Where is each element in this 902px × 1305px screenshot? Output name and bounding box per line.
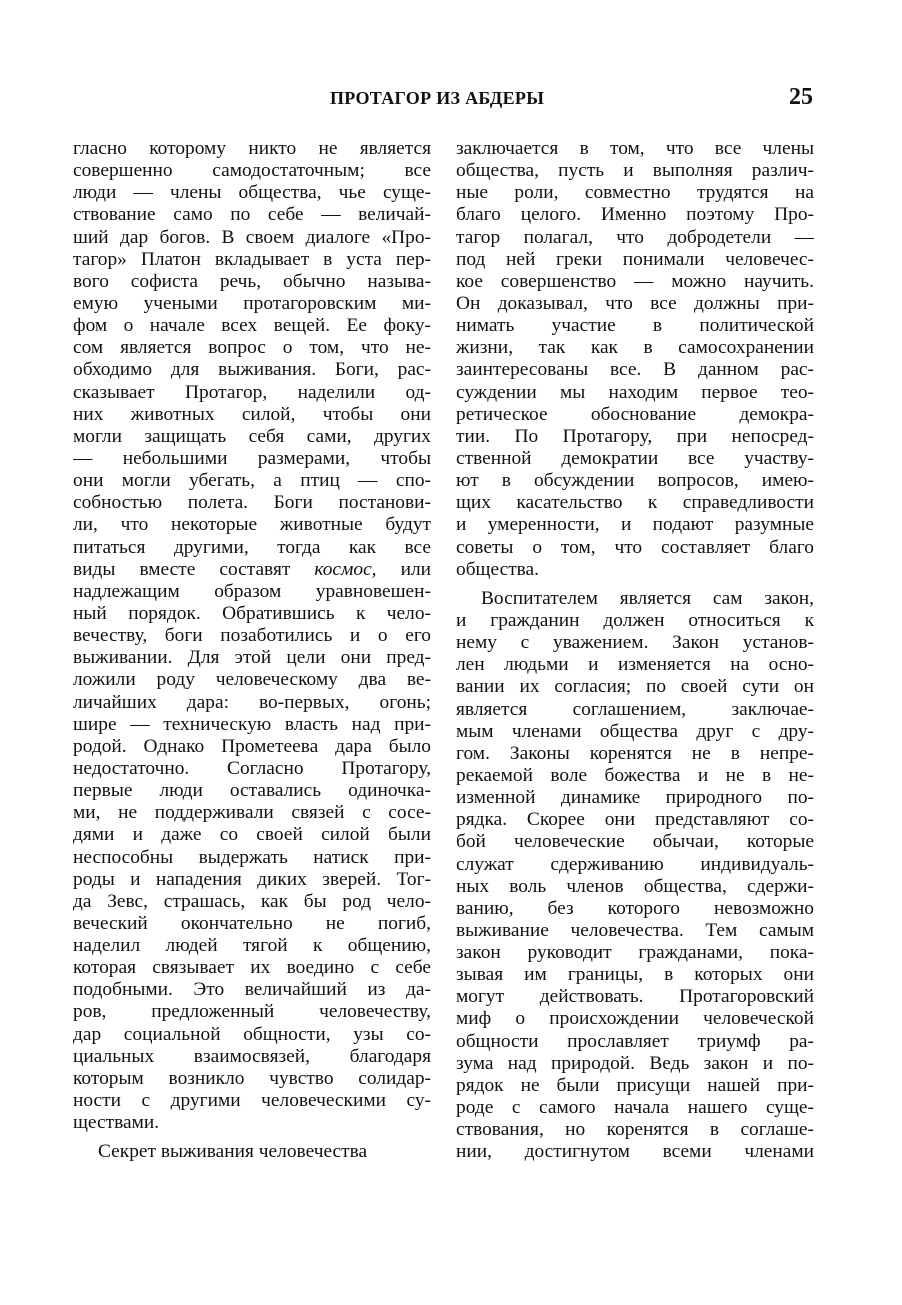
text-line: ретическое обоснование демокра-	[456, 403, 814, 425]
text-line: питаться другими, тогда как все	[73, 536, 431, 558]
text-line: кое совершенство — можно научить.	[456, 270, 814, 292]
text-line: вании их согласия; по своей сути он	[456, 676, 814, 698]
text-line: сказывает Протагор, наделили од-	[73, 381, 431, 403]
text-line: закон руководит гражданами, пока-	[456, 942, 814, 964]
paragraph-gap	[73, 1134, 431, 1141]
text-segment: виды вместе составят	[73, 558, 315, 580]
text-line: первые люди оставались одиночка-	[73, 780, 431, 802]
text-line: подобными. Это величайший из да-	[73, 979, 431, 1001]
text-line: рекаемой воле божества и не в не-	[456, 764, 814, 786]
text-line: совершенно самодостаточным; все	[73, 160, 431, 182]
text-line: нему с уважением. Закон установ-	[456, 632, 814, 654]
text-segment: или	[376, 558, 431, 580]
text-line: роды и нападения диких зверей. Тог-	[73, 868, 431, 890]
text-line: ший дар богов. В своем диалоге «Про-	[73, 226, 431, 248]
text-line: зума над природой. Ведь закон и по-	[456, 1052, 814, 1074]
page-number: 25	[789, 84, 813, 110]
text-line: ствование само по себе — величай-	[73, 204, 431, 226]
text-line: ванию, без которого невозможно	[456, 897, 814, 919]
text-line: Секрет выживания человечества	[98, 1141, 368, 1163]
text-line: люди — члены общества, чье суще-	[73, 182, 431, 204]
text-line: они могли убегать, а птиц — спо-	[73, 470, 431, 492]
text-line: наделил людей тягой к общению,	[73, 935, 431, 957]
text-line: заинтересованы все. В данном рас-	[456, 359, 814, 381]
text-line	[73, 559, 431, 581]
text-line: тагор» Платон вкладывает в уста пер-	[73, 248, 431, 270]
text-line: ствования, но коренятся в соглаше-	[456, 1119, 814, 1141]
text-line: дар социальной общности, узы со-	[73, 1023, 431, 1045]
text-line: да Зевс, страшась, как бы род чело-	[73, 890, 431, 912]
text-line: фом о начале всех вещей. Ее фоку-	[73, 315, 431, 337]
text-line: бой человеческие обычаи, которые	[456, 831, 814, 853]
text-line: миф о происхождении человеческой	[456, 1008, 814, 1030]
text-line: них животных силой, чтобы они	[73, 403, 431, 425]
text-line: ли, что некоторые животные будут	[73, 514, 431, 536]
text-line: надлежащим образом уравновешен-	[73, 580, 431, 602]
text-line: рядка. Скорее они представляют со-	[456, 809, 814, 831]
text-line: нимать участие в политической	[456, 315, 814, 337]
text-line: нии, достигнутом всеми членами	[456, 1141, 814, 1163]
text-line: могут действовать. Протагоровский	[456, 986, 814, 1008]
text-line: ют в обсуждении вопросов, имею-	[456, 470, 814, 492]
text-line: жизни, так как в самосохранении	[456, 337, 814, 359]
text-line: ный порядок. Обратившись к чело-	[73, 602, 431, 624]
text-line: и гражданин должен относиться к	[456, 609, 814, 631]
text-line: Он доказывал, что все должны при-	[456, 292, 814, 314]
text-line: и умеренности, и подают разумные	[456, 514, 814, 536]
text-line: ществами.	[73, 1112, 160, 1134]
text-line: которая связывает их воедино с себе	[73, 957, 431, 979]
text-line: неспособны выдержать натиск при-	[73, 846, 431, 868]
text-line: гом. Законы коренятся не в непре-	[456, 742, 814, 764]
text-line: обходимо для выживания. Боги, рас-	[73, 359, 431, 381]
left-column	[73, 138, 431, 1163]
text-line: общности прославляет триумф ра-	[456, 1030, 814, 1052]
text-line: вечеству, боги позаботились и о его	[73, 625, 431, 647]
text-line: ложили роду человеческому два ве-	[73, 669, 431, 691]
text-line: Воспитателем является сам закон,	[481, 587, 814, 609]
text-line: рядок не были присущи нашей при-	[456, 1074, 814, 1096]
text-line: зывая им границы, в которых они	[456, 964, 814, 986]
text-line: — небольшими размерами, чтобы	[73, 447, 431, 469]
text-line: веческий окончательно не погиб,	[73, 912, 431, 934]
text-line: вого софиста речь, обычно называ-	[73, 270, 431, 292]
text-line: под ней греки понимали человечес-	[456, 248, 814, 270]
text-line: выживании. Для этой цели они пред-	[73, 647, 431, 669]
text-line: недостаточно. Согласно Протагору,	[73, 757, 431, 779]
text-line: ров, предложенный человечеству,	[73, 1001, 431, 1023]
text-line: благо целого. Именно поэтому Про-	[456, 204, 814, 226]
text-line: личайших дара: во-первых, огонь;	[73, 691, 431, 713]
text-line: щих касательство к справедливости	[456, 492, 814, 514]
text-line: выживание человечества. Тем самым	[456, 919, 814, 941]
text-line: собностью полета. Боги постанови-	[73, 492, 431, 514]
running-head: ПРОТАГОР ИЗ АБДЕРЫ	[330, 88, 545, 108]
text-line: ные роли, совместно трудятся на	[456, 182, 814, 204]
text-line: шире — техническую власть над при-	[73, 713, 431, 735]
text-line: советы о том, что составляет благо	[456, 536, 814, 558]
italic-term: космос,	[314, 558, 377, 580]
text-line: циальных взаимосвязей, благодаря	[73, 1045, 431, 1067]
text-line: общества.	[456, 558, 540, 580]
text-line: заключается в том, что все члены	[456, 138, 814, 159]
text-line: тагор полагал, что добродетели —	[456, 226, 814, 248]
text-line: ственной демократии все участву-	[456, 447, 814, 469]
text-line: мым членами общества друг с дру-	[456, 720, 814, 742]
text-line: сом является вопрос о том, что не-	[73, 337, 431, 359]
text-line: которым возникло чувство солидар-	[73, 1067, 431, 1089]
text-line: родой. Однако Прометеева дара было	[73, 735, 431, 757]
text-line: ных воль членов общества, сдержи-	[456, 875, 814, 897]
right-column	[456, 138, 814, 1163]
text-line: гласно которому никто не является	[73, 138, 431, 159]
text-line: могли защищать себя сами, других	[73, 425, 431, 447]
text-line: роде с самого начала нашего суще-	[456, 1097, 814, 1119]
text-line: ми, не поддерживали связей с сосе-	[73, 802, 431, 824]
text-line: ности с другими человеческими су-	[73, 1090, 431, 1112]
text-line: изменной динамике природного по-	[456, 787, 814, 809]
text-line: лен людьми и изменяется на осно-	[456, 654, 814, 676]
text-line: служат сдерживанию индивидуаль-	[456, 853, 814, 875]
text-line: емую учеными протагоровским ми-	[73, 292, 431, 314]
text-line: суждении мы находим первое тео-	[456, 381, 814, 403]
text-line: является соглашением, заключае-	[456, 698, 814, 720]
text-line: тии. По Протагору, при непосред-	[456, 425, 814, 447]
paragraph-gap	[456, 581, 814, 588]
text-line: дями и даже со своей силой были	[73, 824, 431, 846]
text-line: общества, пусть и выполняя различ-	[456, 160, 814, 182]
